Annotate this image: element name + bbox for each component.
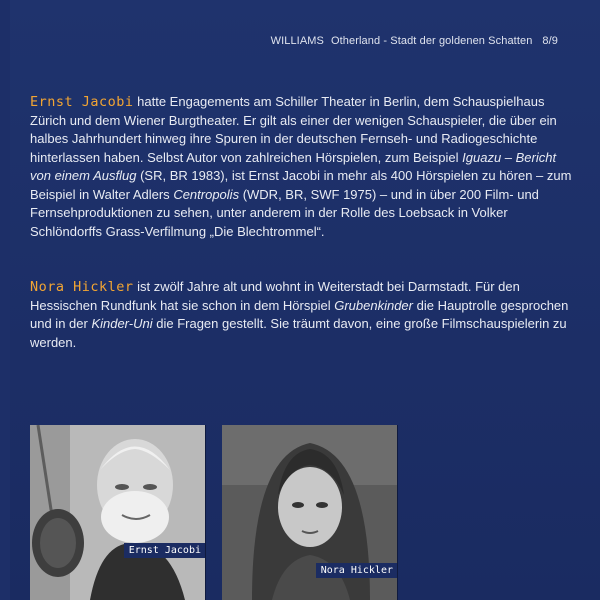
bio1-text-1: hatte Engagements am Schiller Theater in Berlin, dem Schauspielhaus Zürich und dem Wiener Burgtheater. Er gilt als einer der wenigen Schauspieler, die über ein halbes Jahrhundert hinweg ihre Spuren in der deutschen Fernseh- und Radiogeschichte hinterlassen haben. Selbst Autor von zahlreichen Hörspielen, zum Beispiel <box>30 94 557 165</box>
bio1-text-2: (SR, BR 1983), ist Ernst Jacobi in mehr als 400 Hörspielen zu hören – zum Beispiel in Walter Adlers <box>30 168 572 202</box>
header-page-number: 8/9 <box>542 35 558 47</box>
bio-nora-hickler <box>30 278 575 352</box>
header-author: WILLIAMS <box>270 35 324 47</box>
bio2-text-3: die Fragen gestellt. Sie träumt davon, eine große Filmschauspielerin zu werden. <box>30 316 567 350</box>
photo-caption-nora-hickler: Nora Hickler <box>316 563 397 578</box>
bio1-italic-iguazu: Iguazu – Bericht von einem Ausflug <box>30 149 557 183</box>
photo-ernst-jacobi-illustration <box>30 425 205 600</box>
running-header <box>271 35 558 47</box>
photo-nora-hickler <box>222 425 398 600</box>
bio2-italic-grubenkinder: Grubenkinder <box>334 297 413 313</box>
bio-name-ernst-jacobi: Ernst Jacobi <box>30 94 134 110</box>
bio2-text-2: die Hauptrolle gesprochen und in der <box>30 297 569 331</box>
bio2-text-1: ist zwölf Jahre alt und wohnt in Weiterstadt bei Darmstadt. Für den Hessischen Rundfunk hat sie schon in dem Hörspiel <box>30 279 520 313</box>
photo-ernst-jacobi <box>30 425 206 600</box>
photo-caption-ernst-jacobi: Ernst Jacobi <box>124 543 205 558</box>
bio-ernst-jacobi <box>30 93 575 241</box>
header-title: Otherland - Stadt der goldenen Schatten <box>330 35 533 47</box>
bio-name-nora-hickler: Nora Hickler <box>30 279 134 295</box>
bio1-text-3: (WDR, BR, SWF 1975) – und in über 200 Film- und Fernsehproduktionen zu sehen, unter anderem in der Rolle des Loebsack in Volker Schlöndorffs Grass-Verfilmung „Die Blechtrommel“. <box>30 186 539 239</box>
bio2-italic-kinder-uni: Kinder-Uni <box>91 316 153 331</box>
bio1-italic-centropolis: Centropolis <box>173 186 240 202</box>
